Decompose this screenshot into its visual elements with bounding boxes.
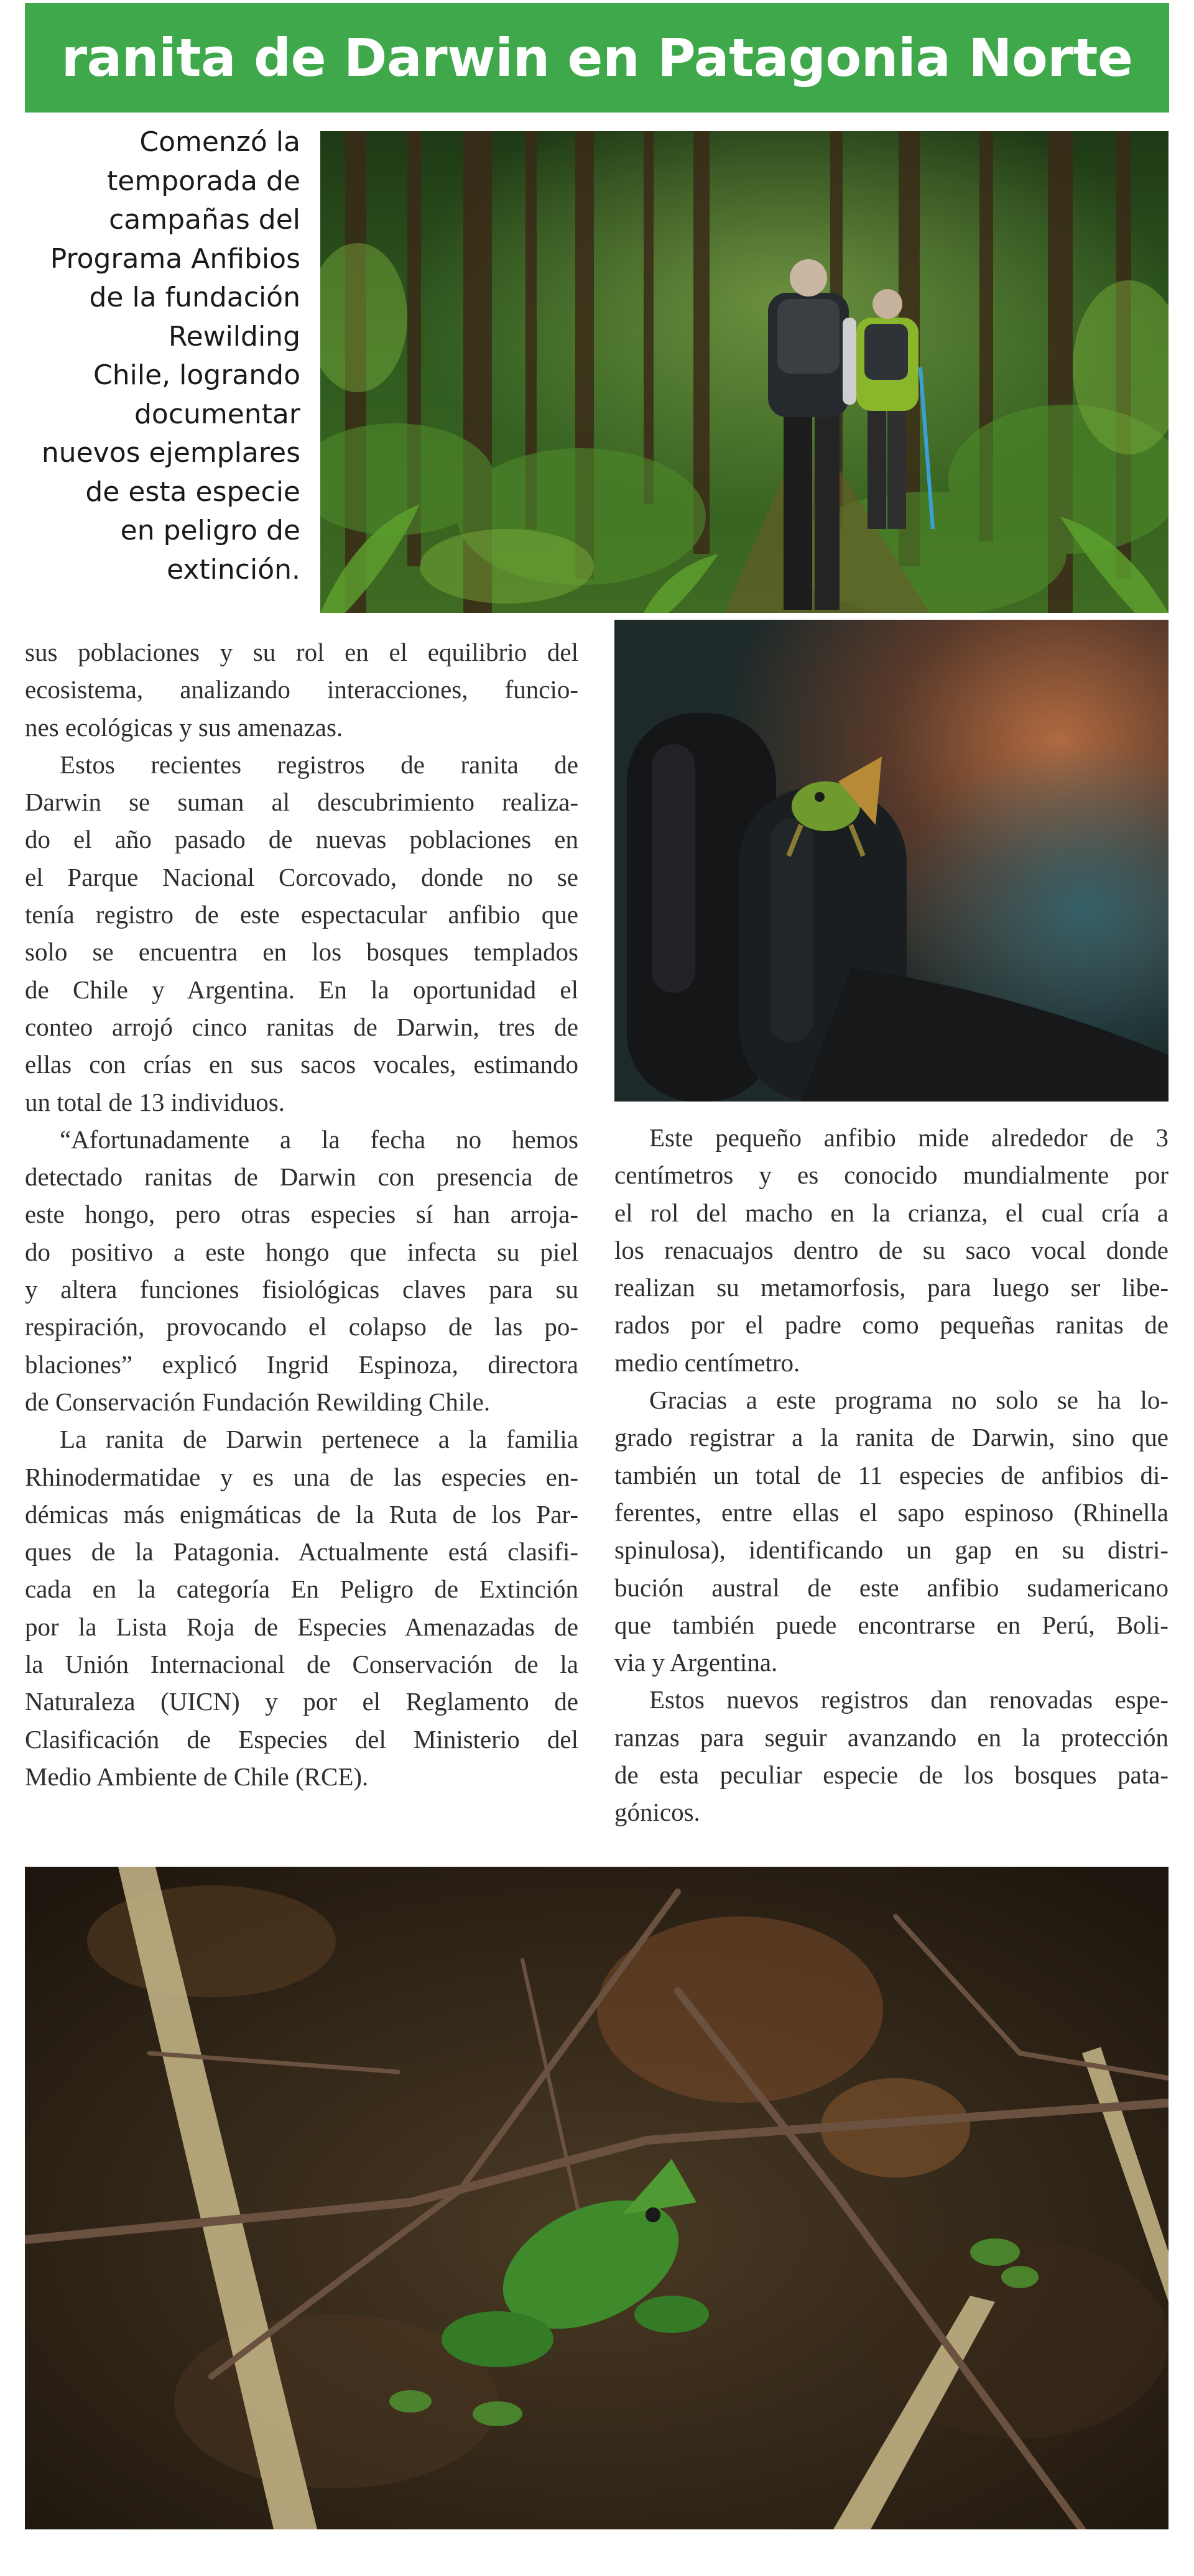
body-line: spinulosa), identificando un gap en su distri- (614, 1535, 1169, 1565)
body-line: la Unión Internacional de Conservación de la (25, 1650, 578, 1679)
body-line: do positivo a este hongo que infecta su piel (25, 1237, 578, 1266)
lead-line: Chile, logrando (93, 359, 300, 391)
photo-frog-on-glove (614, 620, 1169, 1102)
body-line: conteo arrojó cinco ranitas de Darwin, tres de (25, 1012, 578, 1041)
body-line: Rhinodermatidae y es una de las especies en- (25, 1462, 578, 1491)
body-line: sus poblaciones y su rol en el equilibrio del (25, 638, 578, 666)
lead-line: temporada de (107, 165, 300, 197)
body-line: el rol del macho en la crianza, el cual cría a (614, 1198, 1169, 1227)
lead-line: Rewilding (168, 320, 300, 352)
hikers-forest-illustration (320, 131, 1169, 613)
body-line: La ranita de Darwin pertenece a la familia (60, 1425, 578, 1454)
body-line: este hongo, pero otras especies sí han arroja- (25, 1200, 578, 1229)
frog-forest-floor-illustration (25, 1867, 1169, 2529)
body-line: centímetros y es conocido mundialmente por (614, 1161, 1169, 1190)
body-line: ques de la Patagonia. Actualmente está clasifi- (25, 1537, 578, 1566)
lead-line: Comenzó la (139, 126, 300, 158)
body-line: blaciones” explicó Ingrid Espinoza, directora (25, 1350, 578, 1379)
body-line: de Conservación Fundación Rewilding Chile. (25, 1387, 491, 1416)
body-line: démicas más enigmáticas de la Ruta de los Par- (25, 1499, 578, 1529)
body-line: de Chile y Argentina. En la oportunidad el (25, 975, 578, 1004)
lead-line: de la fundación (89, 282, 300, 313)
body-column-left (25, 633, 578, 1795)
photo-frog-forest-floor (25, 1867, 1169, 2529)
body-line: cada en la categoría En Peligro de Extinción (25, 1575, 578, 1604)
body-line: también un total de 11 especies de anfibios di- (614, 1460, 1169, 1489)
frog-on-glove-illustration (614, 620, 1169, 1102)
lead-line: de esta especie (85, 476, 300, 508)
body-line: un total de 13 individuos. (25, 1087, 285, 1116)
body-line: ecosistema, analizando interacciones, funcio- (25, 675, 578, 704)
body-line: do el año pasado de nuevas poblaciones en (25, 825, 578, 854)
article-title: ranita de Darwin en Patagonia Norte (61, 27, 1133, 88)
photo-hikers-forest (320, 131, 1169, 613)
body-line: bución austral de este anfibio sudamericano (614, 1573, 1169, 1602)
body-line: el Parque Nacional Corcovado, donde no se (25, 862, 578, 891)
body-line: rados por el padre como pequeñas ranitas de (614, 1310, 1169, 1340)
body-line: por la Lista Roja de Especies Amenazadas de (25, 1612, 578, 1641)
lead-line: extinción. (167, 553, 300, 586)
body-line: nes ecológicas y sus amenazas. (25, 712, 343, 742)
body-line: gónicos. (614, 1798, 700, 1827)
lead-line: documentar (134, 398, 300, 430)
body-line: ellas con crías en sus sacos vocales, estimando (25, 1050, 578, 1079)
body-line: y altera funciones fisiológicas claves para su (25, 1275, 578, 1304)
body-line: medio centímetro. (614, 1348, 800, 1377)
body-line: respiración, provocando el colapso de las po- (25, 1312, 578, 1341)
body-line: Darwin se suman al descubrimiento realiza- (25, 788, 578, 817)
body-column-right (614, 1119, 1169, 1831)
body-line: via y Argentina. (614, 1648, 778, 1677)
body-line: detectado ranitas de Darwin con presencia de (25, 1162, 578, 1192)
body-line: Gracias a este programa no solo se ha lo- (649, 1386, 1169, 1415)
lead-line: nuevos ejemplares (41, 437, 300, 469)
lead-line: en peligro de (120, 515, 300, 546)
body-line: Medio Ambiente de Chile (RCE). (25, 1762, 369, 1791)
body-line: grado registrar a la ranita de Darwin, sino que (614, 1423, 1169, 1452)
body-line: ranzas para seguir avanzando en la protección (614, 1723, 1169, 1752)
title-banner (25, 3, 1169, 113)
body-line: Este pequeño anfibio mide alrededor de 3 (649, 1123, 1169, 1152)
body-line: Estos recientes registros de ranita de (60, 750, 578, 779)
body-line: Naturaleza (UICN) y por el Reglamento de (25, 1687, 578, 1716)
body-line: “Afortunadamente a la fecha no hemos (60, 1125, 578, 1154)
body-line: realizan su metamorfosis, para luego ser libe- (614, 1273, 1169, 1302)
body-line: solo se encuentra en los bosques templados (25, 937, 578, 967)
body-line: ferentes, entre ellas el sapo espinoso (Rhinella (614, 1497, 1169, 1527)
body-line: de esta peculiar especie de los bosques pata- (614, 1760, 1169, 1790)
lead-line: campañas del (109, 204, 300, 236)
body-line: Clasificación de Especies del Ministerio del (25, 1724, 578, 1754)
lead-line: Programa Anfibios (50, 242, 300, 275)
body-line: los renacuajos dentro de su saco vocal donde (614, 1235, 1169, 1264)
body-line: que también puede encontrarse en Perú, Boli- (614, 1610, 1169, 1639)
body-line: Estos nuevos registros dan renovadas espe- (649, 1685, 1169, 1714)
article-lead (25, 123, 300, 589)
body-line: tenía registro de este espectacular anfibio que (25, 900, 578, 929)
